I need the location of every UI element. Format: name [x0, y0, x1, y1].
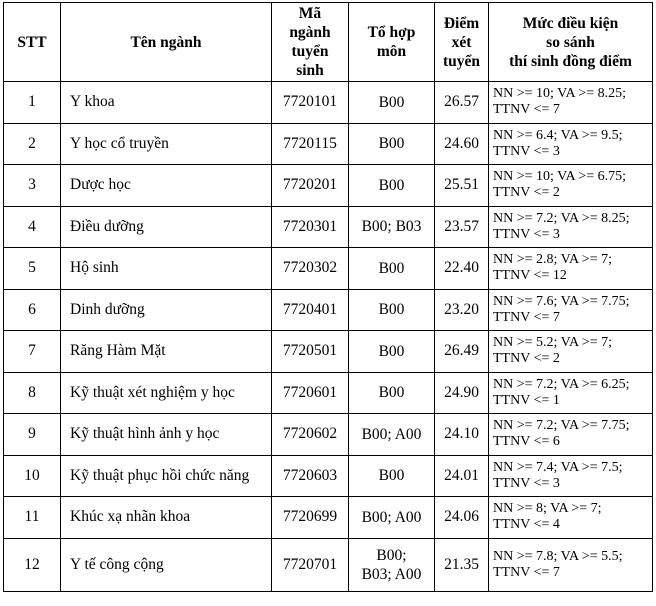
table-row — [4, 538, 653, 591]
table-row — [4, 206, 653, 248]
cell-name: Y học cổ truyền — [61, 123, 272, 165]
cell-condition: NN >= 5.2; VA >= 7; TTNV <= 2 — [489, 331, 653, 373]
cell-condition: NN >= 2.8; VA >= 7; TTNV <= 12 — [489, 248, 653, 290]
table-row — [4, 455, 653, 497]
header-score: Điểm xét tuyển — [435, 3, 489, 82]
cell-name: Dinh dưỡng — [61, 289, 272, 331]
cell-condition: NN >= 7.2; VA >= 7.75; TTNV <= 6 — [489, 414, 653, 456]
cell-condition: NN >= 7.4; VA >= 7.5; TTNV <= 3 — [489, 455, 653, 497]
cell-code: 7720201 — [272, 165, 349, 207]
cell-stt: 6 — [4, 289, 61, 331]
cell-stt: 4 — [4, 206, 61, 248]
table-body — [4, 82, 653, 592]
table-row — [4, 248, 653, 290]
table-row — [4, 331, 653, 373]
cell-score: 25.51 — [435, 165, 489, 207]
cell-name: Kỹ thuật hình ảnh y học — [61, 414, 272, 456]
cell-score: 21.35 — [435, 538, 489, 591]
table-row — [4, 289, 653, 331]
cell-combo: B00 — [349, 289, 435, 331]
cell-stt: 3 — [4, 165, 61, 207]
cell-condition: NN >= 10; VA >= 6.75; TTNV <= 2 — [489, 165, 653, 207]
cell-code: 7720603 — [272, 455, 349, 497]
header-combo: Tổ hợp môn — [349, 3, 435, 82]
cell-name: Y tế công cộng — [61, 538, 272, 591]
table-row — [4, 497, 653, 539]
header-name: Tên ngành — [61, 3, 272, 82]
cell-code: 7720699 — [272, 497, 349, 539]
cell-combo: B00; A00 — [349, 497, 435, 539]
cell-combo: B00 — [349, 331, 435, 373]
cell-condition: NN >= 6.4; VA >= 9.5; TTNV <= 3 — [489, 123, 653, 165]
header-row — [4, 3, 653, 82]
cell-combo: B00; B03; A00 — [349, 538, 435, 591]
header-stt: STT — [4, 3, 61, 82]
table-row — [4, 165, 653, 207]
cell-score: 24.90 — [435, 372, 489, 414]
cell-condition: NN >= 7.2; VA >= 8.25; TTNV <= 3 — [489, 206, 653, 248]
cell-name: Điều dưỡng — [61, 206, 272, 248]
cell-combo: B00 — [349, 248, 435, 290]
cell-score: 22.40 — [435, 248, 489, 290]
cell-condition: NN >= 7.6; VA >= 7.75; TTNV <= 7 — [489, 289, 653, 331]
cell-code: 7720101 — [272, 82, 349, 124]
cell-stt: 5 — [4, 248, 61, 290]
table-row — [4, 82, 653, 124]
cell-combo: B00 — [349, 165, 435, 207]
cell-score: 23.57 — [435, 206, 489, 248]
cell-combo: B00 — [349, 123, 435, 165]
cell-combo: B00; B03 — [349, 206, 435, 248]
header-code: Mã ngành tuyển sinh — [272, 3, 349, 82]
cell-stt: 8 — [4, 372, 61, 414]
admission-table — [3, 2, 653, 592]
cell-name: Kỹ thuật phục hồi chức năng — [61, 455, 272, 497]
cell-name: Hộ sinh — [61, 248, 272, 290]
cell-stt: 11 — [4, 497, 61, 539]
cell-code: 7720301 — [272, 206, 349, 248]
cell-code: 7720701 — [272, 538, 349, 591]
cell-name: Kỹ thuật xét nghiệm y học — [61, 372, 272, 414]
cell-score: 24.60 — [435, 123, 489, 165]
cell-score: 23.20 — [435, 289, 489, 331]
cell-condition: NN >= 7.2; VA >= 6.25; TTNV <= 1 — [489, 372, 653, 414]
cell-condition: NN >= 8; VA >= 7; TTNV <= 4 — [489, 497, 653, 539]
cell-stt: 2 — [4, 123, 61, 165]
cell-code: 7720401 — [272, 289, 349, 331]
table-row — [4, 372, 653, 414]
table-row — [4, 123, 653, 165]
cell-combo: B00 — [349, 372, 435, 414]
cell-score: 26.57 — [435, 82, 489, 124]
cell-condition: NN >= 7.8; VA >= 5.5; TTNV <= 7 — [489, 538, 653, 591]
cell-combo: B00 — [349, 455, 435, 497]
cell-code: 7720602 — [272, 414, 349, 456]
header-condition: Mức điều kiện so sánh thí sinh đồng điểm — [489, 3, 653, 82]
cell-stt: 12 — [4, 538, 61, 591]
cell-code: 7720302 — [272, 248, 349, 290]
cell-code: 7720601 — [272, 372, 349, 414]
cell-name: Dược học — [61, 165, 272, 207]
cell-name: Y khoa — [61, 82, 272, 124]
cell-stt: 9 — [4, 414, 61, 456]
cell-score: 24.10 — [435, 414, 489, 456]
cell-name: Khúc xạ nhãn khoa — [61, 497, 272, 539]
cell-combo: B00 — [349, 82, 435, 124]
cell-score: 24.01 — [435, 455, 489, 497]
cell-code: 7720115 — [272, 123, 349, 165]
table-row — [4, 414, 653, 456]
cell-stt: 7 — [4, 331, 61, 373]
cell-stt: 1 — [4, 82, 61, 124]
cell-score: 24.06 — [435, 497, 489, 539]
cell-combo: B00; A00 — [349, 414, 435, 456]
cell-condition: NN >= 10; VA >= 8.25; TTNV <= 7 — [489, 82, 653, 124]
cell-name: Răng Hàm Mặt — [61, 331, 272, 373]
cell-code: 7720501 — [272, 331, 349, 373]
cell-score: 26.49 — [435, 331, 489, 373]
cell-stt: 10 — [4, 455, 61, 497]
